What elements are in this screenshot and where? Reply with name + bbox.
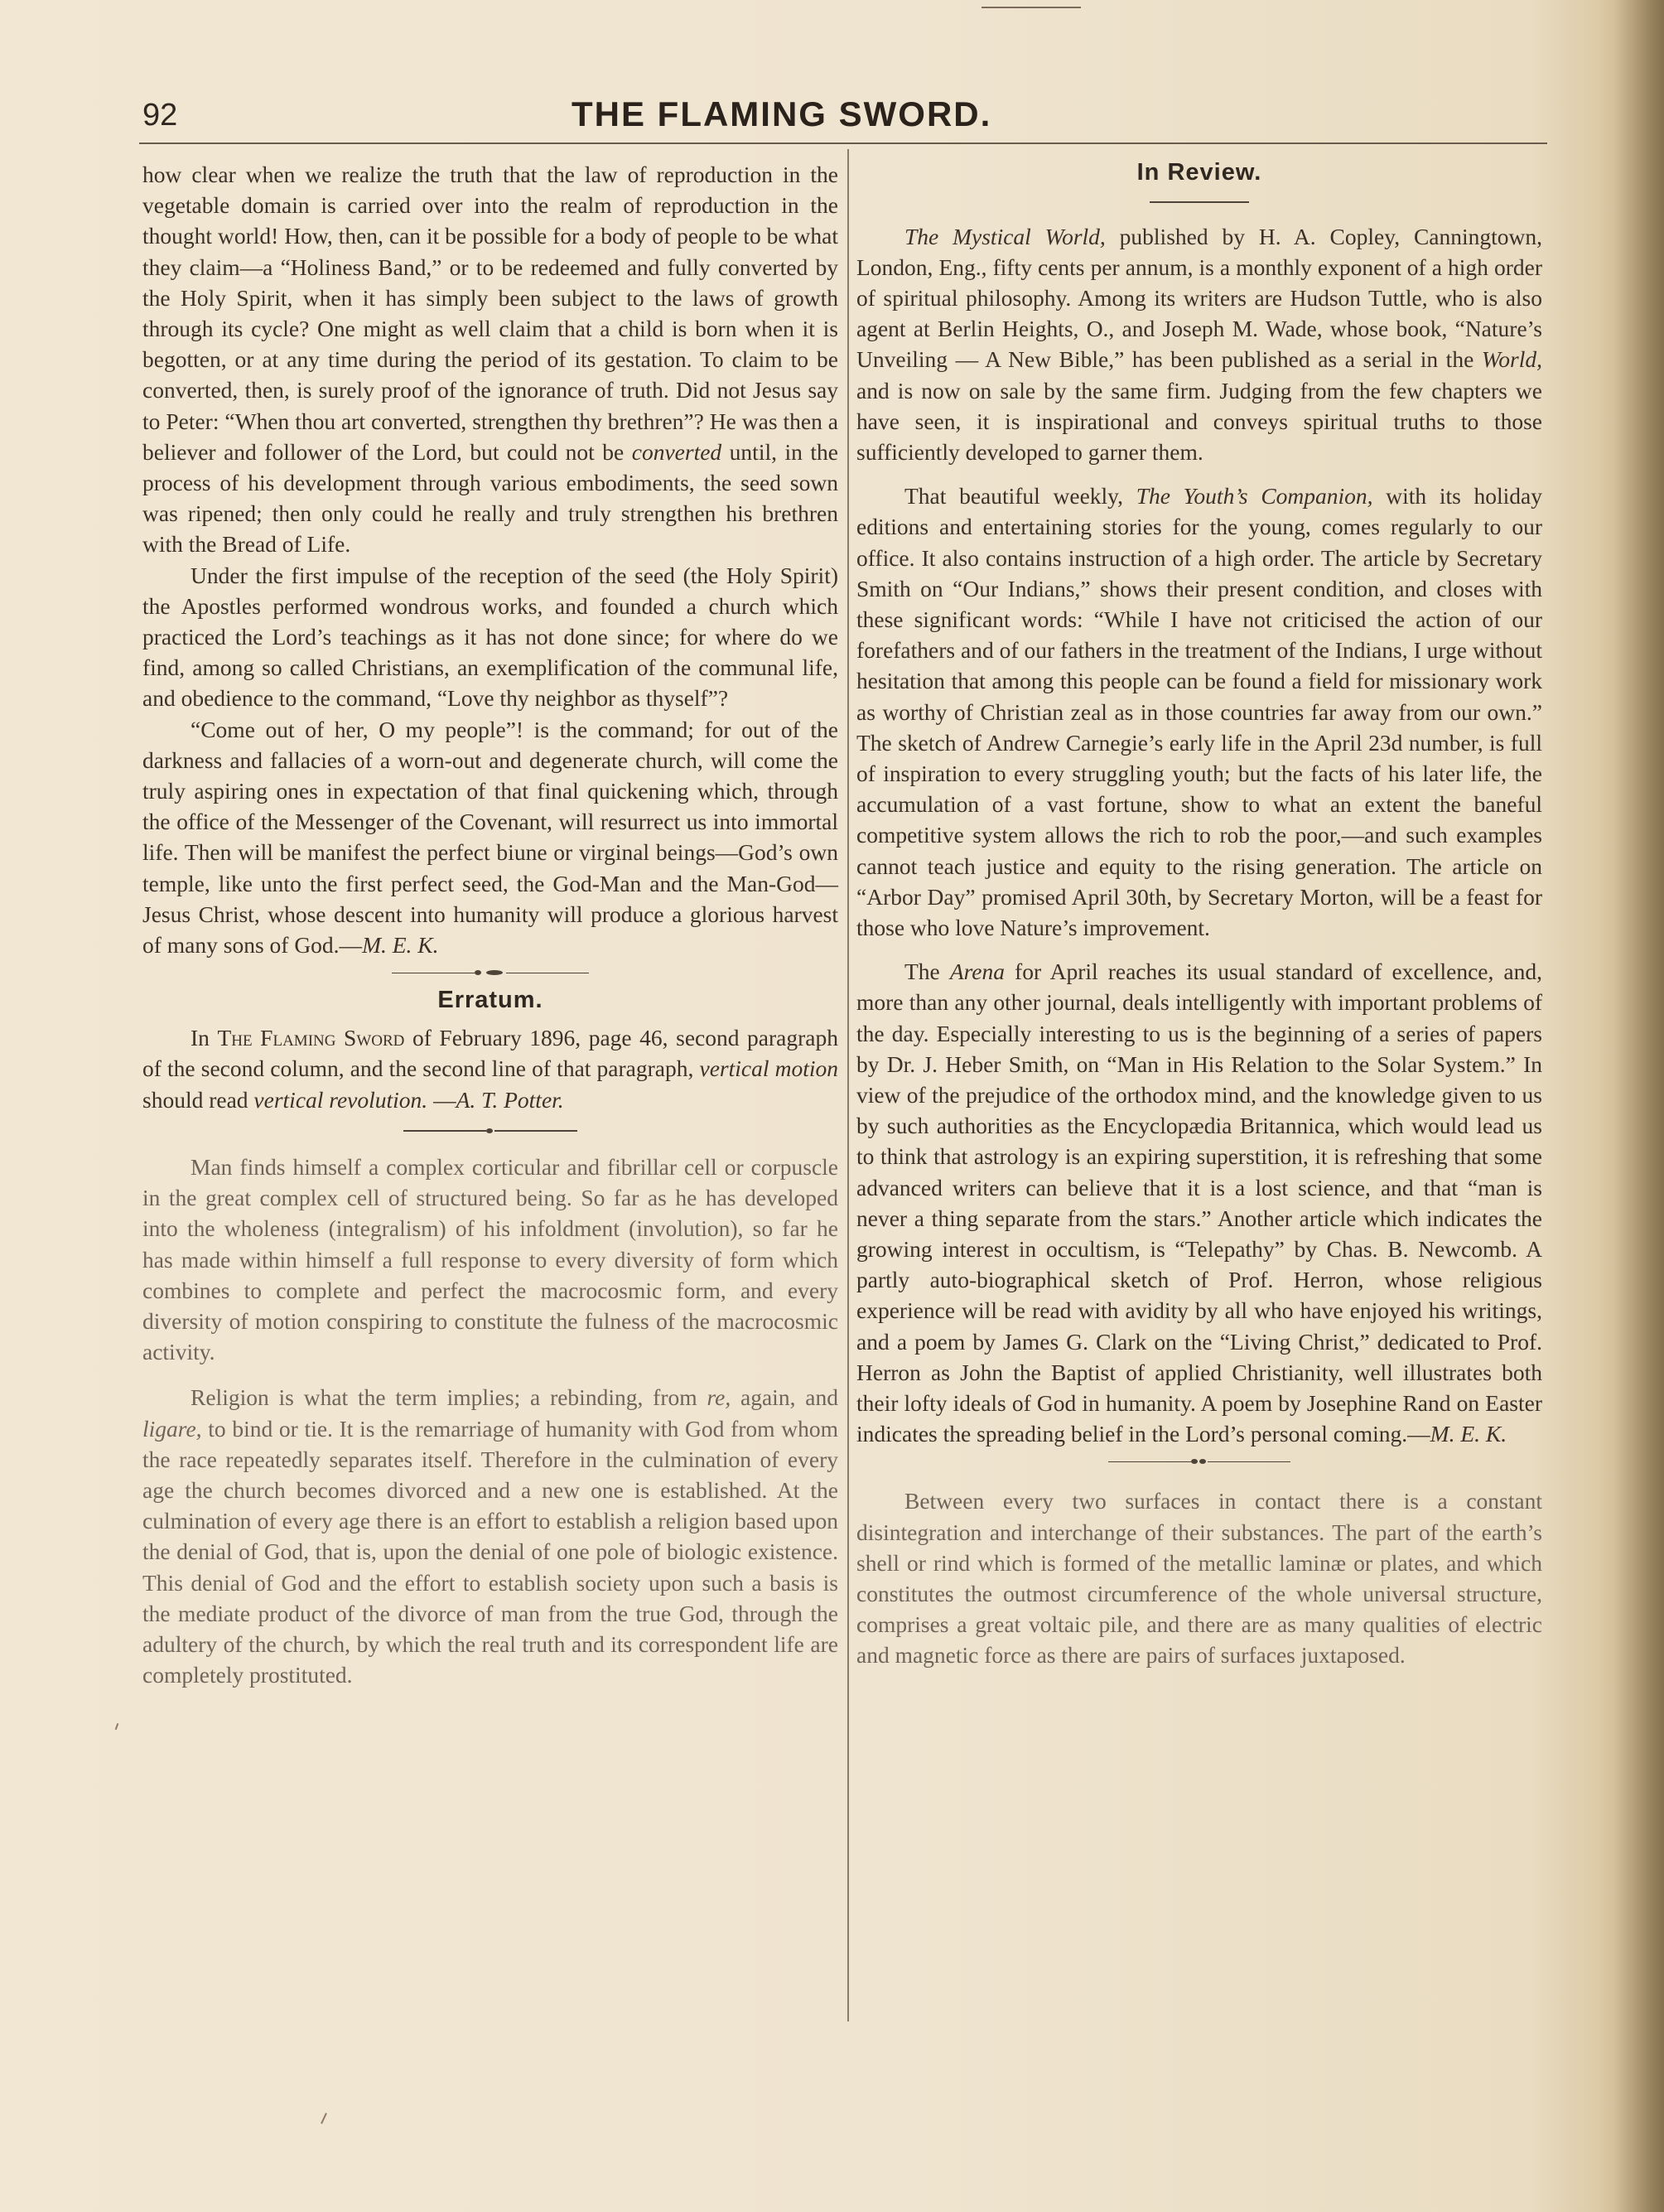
review-youths-companion bbox=[856, 481, 1542, 943]
section-ornament bbox=[142, 1128, 838, 1133]
section-ornament bbox=[142, 970, 838, 975]
text-run: vertical revolution. bbox=[253, 1086, 428, 1113]
text-run: World, bbox=[1481, 346, 1542, 373]
right-column bbox=[856, 159, 1542, 1671]
text-run: vertical motion bbox=[699, 1055, 838, 1082]
paragraph-surfaces-in-contact: Between every two surfaces in contact there is a constant disintegration and interchange of their substances. The part of the earth’s shell or rind which is formed of the metallic laminæ or plates, and which constitutes the outmost circumference of the whole universal structure, comprises a great voltaic pile, and there are as many qualities of electric and magnetic force as there are pairs of surfaces juxtaposed. bbox=[856, 1488, 1542, 1669]
section-ornament bbox=[856, 1459, 1542, 1464]
text-run: should read bbox=[142, 1086, 254, 1113]
paper-speck bbox=[115, 1723, 119, 1730]
text-run: how clear when we realize the truth that the law of reproduction in the vegetable domain is carried over into the realm of reproduction in the thought world! How, then, can it be possible for a body of people to be what they claim—a “Holiness Band,” or to be redeemed and fully converted by the Holy Spirit, when it has simply been subject to the laws of growth through its cycle? One might as well claim that a child is born when it is begotten, or at any time during the period of its gestation. To claim to be converted, then, is surely proof of the ignorance of truth. Did not Jesus say to Peter: “When thou art converted, strengthen thy brethren”? He was then a believer and follower of the Lord, but could not be bbox=[142, 162, 838, 465]
review-mystical-world bbox=[856, 221, 1542, 468]
header-rule bbox=[139, 142, 1547, 144]
paragraph-apostles: Under the first impulse of the reception of the seed (the Holy Spirit) the Apostles performed wondrous works, and founded a church which practiced the Lord’s teachings as it has not done since; for where do we find, among so called Christians, an exemplification of the communal life, and obedience to the command, “Love thy neighbor as thyself”? bbox=[142, 562, 838, 712]
text-run: for April reaches its usual standard of excellence, and, more than any other journal, deals intelligently with important problems of the day. Especially interesting to us is the beginning of a series of papers by Dr. J. Heber Smith, on “Man in His Relation to the Solar System.” In view of the prejudice of the orthodox mind, and the knowledge given to us by such authorities as the Encyclopædia Britannica, which would lead us to think that astrology is an expiring superstition, it is refreshing that some advanced writers can believe that it is a lost science, and that “man is never a thing separate from the stars.” Another article which indicates the growing interest in occultism, is “Telepathy” by Chas. B. Newcomb. A partly auto-biographical sketch of Prof. Herron, whose religious experience will be read with avidity by all who have enjoyed his writings, and a poem by James G. Clark on the “Living Christ,” dedicated to Prof. Herron as John the Baptist of applied Christianity, well illustrates both their lofty ideals of God in humanity. A poem by Josephine Rand on Easter indicates the spreading belief in the Lord’s personal coming.— bbox=[856, 959, 1542, 1447]
text-run: and is now on sale by the same firm. Judging from the few chapters we have seen, it is inspirational and conveys spiritual truths to those sufficiently developed to garner them. bbox=[856, 377, 1542, 465]
top-edge-rule bbox=[982, 7, 1081, 8]
text-run: again, and bbox=[731, 1384, 838, 1411]
paragraph-reproduction bbox=[142, 159, 838, 560]
running-head-title: THE FLAMING SWORD. bbox=[572, 94, 992, 133]
text-run: to bind or tie. It is the remarriage of humanity with God from whom the race repeatedly separates itself. Therefore in the culmination of every age the church becomes divorced and a new one is established. At the culmination of every age there is an effort to establish a religion based upon the denial of God, that is, upon the denial of one pole of biologic existence. This denial of God and the effort to establish society upon such a basis is the mediate product of the divorce of man from the true God, through the adultery of the church, by which the real truth and its correspondent life are completely prostituted. bbox=[142, 1415, 838, 1688]
text-run: converted bbox=[631, 438, 722, 465]
text-run: Arena bbox=[949, 959, 1005, 985]
book-binding-shadow bbox=[1614, 0, 1664, 2212]
text-run: “Come out of her, O my people”! is the command; for out of the darkness and fallacies of a worn-out and degenerate church, will come the truly aspiring ones in expectation of that final quickening which, through the office of the Messenger of the Covenant, will resurrect us into immortal life. Then will be manifest the perfect biune or virginal beings—God’s own temple, like unto the first perfect seed, the God-Man and the Man-God—Jesus Christ, whose descent into humanity will produce a glorious harvest of many sons of God.— bbox=[142, 716, 838, 959]
left-column bbox=[142, 159, 838, 1690]
text-run: until, in the process of his development through various embodiments, the seed sown was ripened; then only could he really and truly strengthen his brethren with the Bread of Life. bbox=[142, 438, 838, 558]
paragraph-come-out bbox=[142, 714, 838, 961]
paper-speck bbox=[321, 2113, 327, 2124]
text-run: The Flaming Sword bbox=[217, 1025, 405, 1051]
heading-rule bbox=[1150, 201, 1249, 203]
paragraph-religion bbox=[142, 1382, 838, 1690]
text-run: re, bbox=[707, 1384, 731, 1411]
erratum-text bbox=[142, 1022, 838, 1115]
in-review-heading: In Review. bbox=[1136, 159, 1262, 186]
text-run: M. E. K. bbox=[362, 932, 439, 959]
page-number: 92 bbox=[142, 98, 178, 133]
text-run: with its holiday editions and entertaining stories for the young, comes regularly to our office. It also contains instruction of a high order. The article by Secretary Smith on “Our Indians,” shows their present condition, and closes with these significant words: “While I have not criticised the action of our forefathers and of our fathers in the treatment of the Indians, I urge without hesitation that among this people can be found a field for missionary work as worthy of Christian zeal as in those countries far away from our own.” The sketch of Andrew Carnegie’s early life in the April 23d number, is full of inspiration to every struggling youth; but the facts of his later life, the accumulation of a vast fortune, show to what an extent the baneful competitive system allows the rich to rob the poor,—and such examples cannot teach justice and equity to the rising generation. The article on “Arbor Day” promised April 30th, by Secretary Morton, will be a feast for those who love Nature’s improvement. bbox=[856, 483, 1542, 940]
paragraph-man-finds-himself: Man finds himself a complex corticular and fibrillar cell or corpuscle in the great complex cell of structured being. So far as he has developed into the wholeness (integralism) of his infoldment (involution), so far he has made within himself a full response to every diversity of form which combines to complete and perfect the macrocosmic form, and every diversity of motion conspiring to constitute the fulness of the macrocosmic activity. bbox=[142, 1153, 838, 1365]
erratum-heading: Erratum. bbox=[437, 987, 543, 1014]
text-run: The Mystical World, bbox=[904, 223, 1106, 249]
text-run: of February 1896, page 46, second paragraph of the second column, and the second line of that paragraph, bbox=[142, 1025, 838, 1082]
text-run: ligare, bbox=[142, 1415, 202, 1442]
text-run: published by H. A. Copley, Canningtown, London, Eng., fifty cents per annum, is a monthly exponent of a high order of spiritual philosophy. Among its writers are Hudson Tuttle, who is also agent at Berlin Heights, O., and Joseph M. Wade, whose book, “Nature’s Unveiling — A New Bible,” has been published as a serial in the bbox=[856, 223, 1543, 373]
column-divider bbox=[847, 149, 849, 2021]
text-run: In bbox=[191, 1025, 218, 1051]
text-run: M. E. K. bbox=[1430, 1421, 1507, 1447]
text-run: A. T. Potter. bbox=[456, 1086, 564, 1113]
text-run: The bbox=[904, 959, 950, 985]
review-arena bbox=[856, 956, 1542, 1449]
text-run: That beautiful weekly, bbox=[904, 483, 1136, 510]
text-run: Religion is what the term implies; a rebinding, from bbox=[191, 1384, 707, 1411]
text-run: The Youth’s Companion, bbox=[1136, 483, 1373, 510]
text-run: — bbox=[427, 1086, 456, 1113]
